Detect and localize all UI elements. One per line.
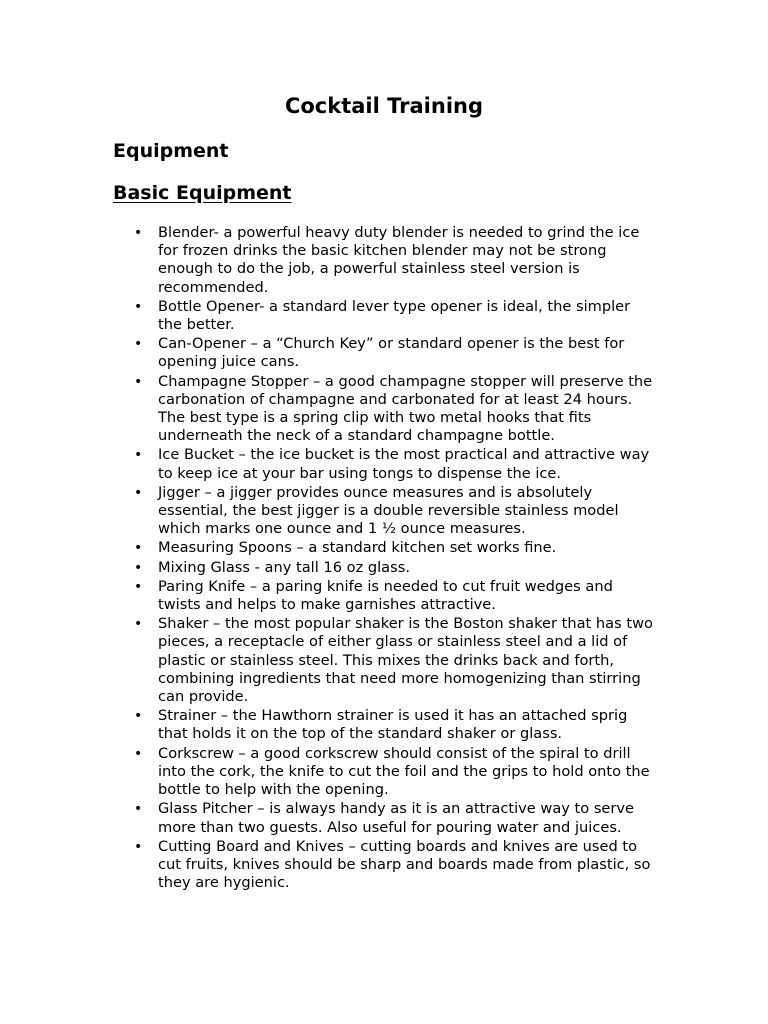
list-item-text: Mixing Glass - any tall 16 oz glass. [158, 558, 410, 576]
list-item [134, 446, 658, 482]
list-item-text: Jigger – a jigger provides ounce measures and is absolutely essential, the best jigger is a double reversible stainless model which marks one ounce and 1 ½ ounce measures. [158, 483, 619, 538]
bullet-icon: • [134, 336, 143, 353]
list-item [134, 558, 658, 577]
list-item-text: Measuring Spoons – a standard kitchen set works fine. [158, 539, 557, 557]
list-item [134, 615, 658, 706]
list-item [134, 483, 658, 539]
list-item [134, 372, 658, 446]
list-item [134, 707, 658, 743]
bullet-icon: • [134, 447, 143, 464]
list-item-text: Cutting Board and Knives – cutting boards and knives are used to cut fruits, knives should be sharp and boards made from plastic, so they are hygienic. [158, 837, 651, 892]
list-item [134, 577, 658, 614]
bullet-icon: • [134, 225, 143, 241]
document-title: Cocktail Training [284, 94, 484, 118]
list-item [134, 297, 658, 334]
bullet-icon: • [134, 708, 143, 725]
list-item-text: Champagne Stopper – a good champagne stopper will preserve the carbonation of champagne and carbonated for at least 24 hours. The best type is a spring clip with two metal hooks that fits underneath the neck of a standard champagne bottle. [158, 372, 653, 445]
list-item-text: Can-Opener – a “Church Key” or standard opener is the best for opening juice cans. [158, 335, 625, 371]
list-item-text: Glass Pitcher – is always handy as it is an attractive way to serve more than two guests. Also useful for pouring water and juices. [158, 800, 635, 836]
list-item [134, 800, 658, 836]
bullet-icon: • [134, 745, 143, 762]
list-item-text: Paring Knife – a paring knife is needed to cut fruit wedges and twists and helps to make garnishes attractive. [158, 577, 613, 614]
list-item [134, 335, 658, 371]
bullet-icon: • [134, 578, 143, 595]
list-item-text: Corkscrew – a good corkscrew should consist of the spiral to drill into the cork, the knife to cut the foil and the grips to hold onto the bottle to help with the opening. [158, 744, 650, 799]
list-item-text: Strainer – the Hawthorn strainer is used it has an attached sprig that holds it on the top of the standard shaker or glass. [158, 707, 628, 743]
list-item [134, 744, 658, 800]
equipment-list [134, 224, 658, 893]
bullet-icon: • [134, 373, 143, 390]
bullet-icon: • [134, 298, 143, 315]
list-item-text: Shaker – the most popular shaker is the Boston shaker that has two pieces, a receptacle of either glass or stainless steel and a lid of plastic or stainless steel. This mixes the drinks back and forth, combining ingredients that need more homogenizing than stirring can provide. [158, 615, 653, 706]
list-item-text: Blender- a powerful heavy duty blender is needed to grind the ice for frozen drinks the basic kitchen blender may not be strong enough to do the job, a powerful stainless steel version is recommended. [158, 224, 640, 296]
bullet-icon: • [134, 484, 143, 501]
bullet-icon: • [134, 540, 143, 557]
subsection-heading-basic-equipment: Basic Equipment [113, 182, 292, 204]
list-item-text: Bottle Opener- a standard lever type opener is ideal, the simpler the better. [158, 297, 631, 334]
bullet-icon: • [134, 838, 143, 855]
list-item [134, 224, 658, 297]
bullet-icon: • [134, 801, 143, 818]
bullet-icon: • [134, 559, 143, 576]
list-item-text: Ice Bucket – the ice bucket is the most practical and attractive way to keep ice at your bar using tongs to dispense the ice. [158, 446, 650, 482]
bullet-icon: • [134, 616, 143, 633]
section-heading-equipment: Equipment [113, 140, 229, 162]
list-item [134, 539, 658, 557]
list-item [134, 837, 658, 893]
